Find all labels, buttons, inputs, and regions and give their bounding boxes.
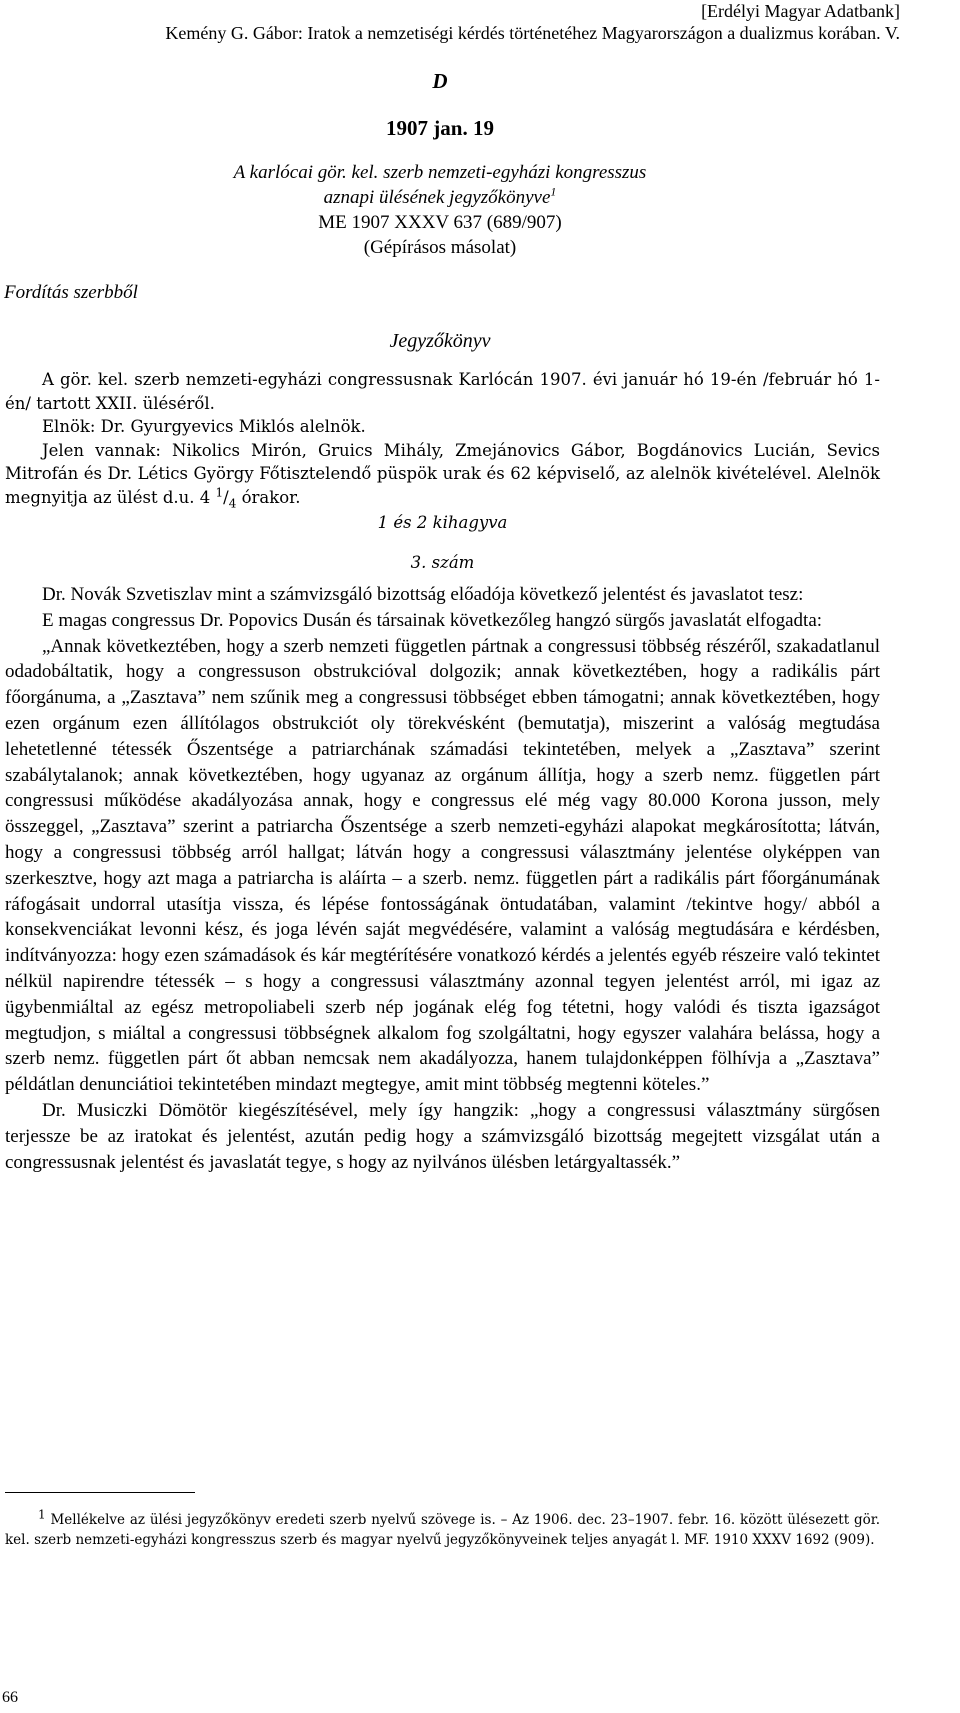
amendment-paragraph: Dr. Musiczki Dömötör kiegészítésével, mely így hangzik: „hogy a congressusi választmány sürgősen terjessze be az iratokat és jelentést, azután pedig hogy a számvizsgáló bizottság megejtett vizsgálat után a congressusnak jelentést és javaslatát tegye, s hogy az nyilvános ülésben letárgyaltassék.” <box>5 1099 880 1173</box>
footnote-text: Mellékelve az ülési jegyzőkönyv eredeti szerb nyelvű szövege is. – Az 1906. dec. 23–1907. febr. 16. között ülésezett gör. kel. szerb nemzeti-egyházi kongresszus szerb és magyar nyelvű jegyzőkönyveinek teljes anyagát l. MF. 1910 XXXV 1692 (909). <box>5 1512 880 1548</box>
fraction-slash: / <box>223 487 229 507</box>
attendance-text: Jelen vannak: Nikolics Mirón, Gruics Mihály, Zmejánovics Gábor, Bogdánovics Lucián, Sevics Mitrofán és Dr. Létics György Főtisztelendő püspök urak és 62 képviselő, az alelnök kivételével. Alelnök megnyitja az ülést d.u. 4 <box>5 440 880 507</box>
title-line-1: A karlócai gör. kel. szerb nemzeti-egyházi kongresszus <box>233 162 647 183</box>
opening-paragraph: A gör. kel. szerb nemzeti-egyházi congressusnak Karlócán 1907. évi január hó 19-én /február hó 1-én/ tartott XXII. üléséről. <box>5 370 880 413</box>
work-title-line: Kemény G. Gábor: Iratok a nemzetiségi kérdés történetéhez Magyarországon a dualizmus korában. V. <box>165 23 900 43</box>
footnote-divider <box>5 1492 195 1493</box>
omitted-note: 1 és 2 kihagyva <box>377 513 508 532</box>
fraction-numerator: 1 <box>215 485 224 499</box>
footnote-marker: 1 <box>38 1507 46 1522</box>
page-number: 66 <box>2 1689 18 1706</box>
footnote <box>5 1507 880 1550</box>
attendance-paragraph <box>5 439 880 510</box>
archive-reference: ME 1907 XXXV 637 (689/907) <box>318 212 562 233</box>
title-line-2-text: aznapi ülésének jegyzőkönyve <box>323 187 551 208</box>
title-line-2 <box>0 185 880 210</box>
copy-type: (Gépírásos másolat) <box>363 237 517 258</box>
page-header <box>0 0 900 44</box>
document-title <box>0 160 880 260</box>
document-body <box>5 368 880 1175</box>
number-heading: 3. szám <box>410 552 475 572</box>
source-line: [Erdélyi Magyar Adatbank] <box>701 1 900 21</box>
section-letter: D <box>432 69 448 93</box>
fraction-denominator: 4 <box>228 495 237 510</box>
footnote-ref: 1 <box>550 184 557 199</box>
report-paragraph: Dr. Novák Szvetiszlav mint a számvizsgáló bizottság előadója következő jelentést és javaslatot tesz: <box>42 584 804 605</box>
document-subtitle: Jegyzőkönyv <box>389 330 491 352</box>
translation-note: Fordítás szerbből <box>4 282 138 303</box>
attendance-time: órakor. <box>236 487 301 507</box>
motion-quote: „Annak következtében, hogy a szerb nemzeti független pártnak a congressusi többség részéről, szakadatlanul odadobáltatik, hogy a congressuson obstrukcióval dolgozik; annak következtében, hogy a radikális párt főorgánuma, a „Zasztava” nem szűnik meg a congressusi többséget ebben támogatni; annak következtében, hogy ezen orgánum ezen állítólagos obstrukciót oly törekvésként (bemutatja), miszerint a valóság megtudása lehetetlenné tétessék Őszentsége a patriarchának számadási tekintetében, melyek a „Zasztava” szerint szabálytalanok; annak következtében, hogy ugyanaz az orgánum állítja, hogy a szerb nemz. független párt congressusi működése akadályozása annak, hogy e congressus elé még vagy 80.000 Korona jusson, mely összeggel, „Zasztava” szerint a patriarcha Őszentsége a szerb nemzeti-egyházi alapokat megkárosította; látván, hogy a congressusi többség arról hallgat; látván hogy a congressusi választmány jelentése olyképpen van szerkesztve, hogy azt maga a patriarcha is aláírta – a szerb. nemz. független párt a radikális párt főorgánumának ráfogásait undorral utasítja vissza, és lépése fontosságának öntudatában, valamint /tekintve hogy/ abból a konsekvenciákat levonni kész, és joga lévén saját megvédésére, valamint a valóság megtudására e kérdésben, indítványozza: hogy ezen számadások és kár megtérítésére vonatkozó kérdés a jelentés egyéb részeire való tekintet nélkül napirendre tétessék – s hogy a congressusi választmány azonnal tegyen jelentést arról, mi igaz az ügybenmiáltal az egész metropoliabeli szerb nép jogának elég fog tétetni, hogy valódi és tiszta igazságot megtudjon, s miáltal a congressusi többségnek alkalom fog szolgáltatni, hogy egyszer valahára belássa, hogy a szerb nemz. független párt őt abban nemcsak nem akadályozza, hanem tulajdonképpen fölhívja a „Zasztava” példátlan denunciátioi tekintetében mindazt megtegye, amit mint többség megtenni köteles.” <box>5 635 880 1096</box>
document-date: 1907 jan. 19 <box>386 116 494 140</box>
chair-paragraph: Elnök: Dr. Gyurgyevics Miklós alelnök. <box>42 417 366 436</box>
acceptance-paragraph: E magas congressus Dr. Popovics Dusán és társainak következőleg hangzó sürgős javaslatát elfogadta: <box>42 609 823 631</box>
